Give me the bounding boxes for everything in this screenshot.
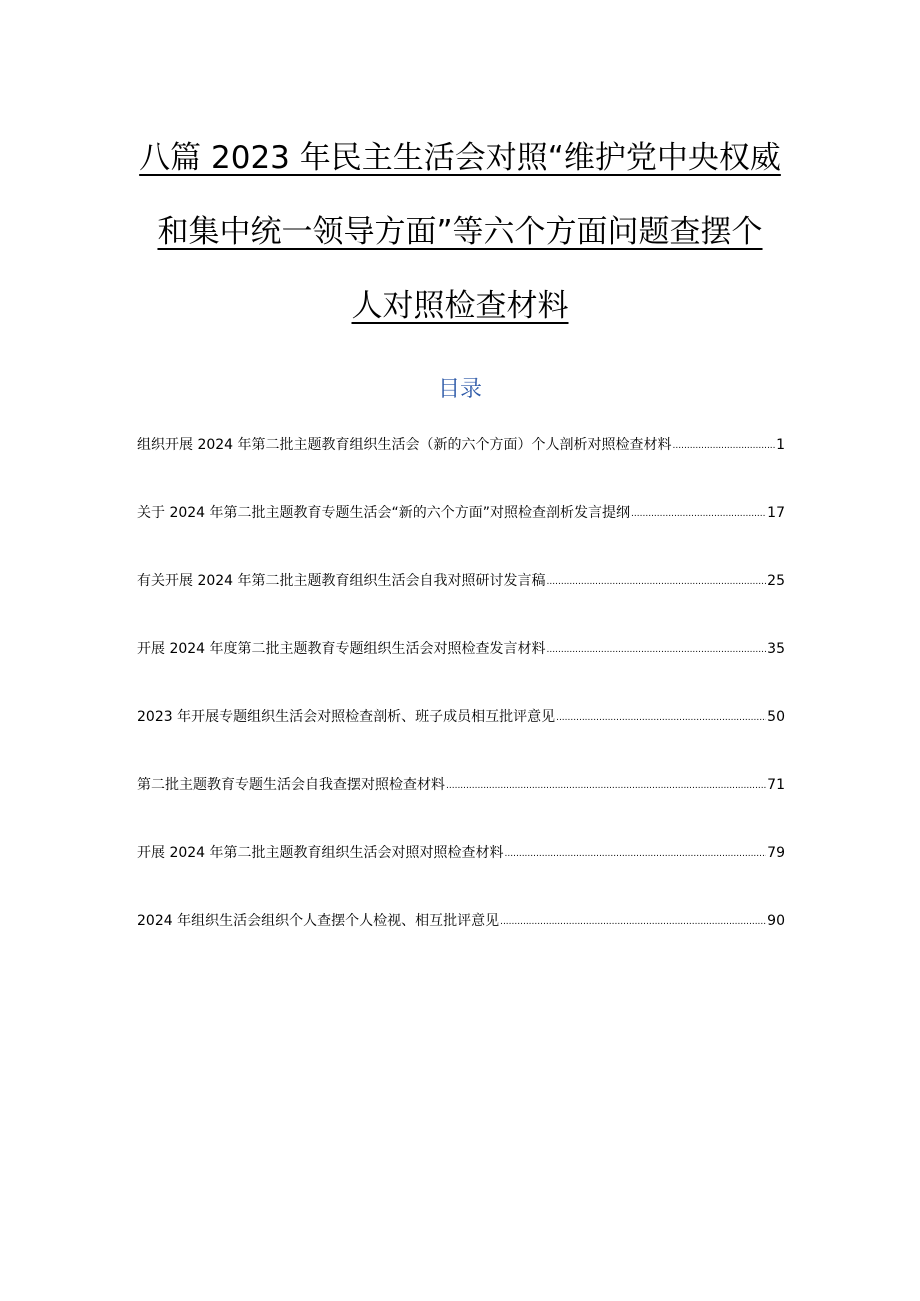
toc-heading: 目录 [437,377,482,402]
toc-entry-page[interactable]: 50 [767,709,785,725]
toc-leader-dots [631,499,766,529]
toc-entry[interactable] [137,770,785,838]
toc-entry-title[interactable]: 组织开展 2024 年第二批主题教育组织生活会（新的六个方面）个人剖析对照检查材料 [137,437,672,453]
toc-entry-page[interactable]: 79 [767,845,785,861]
toc-leader-dots [505,839,767,869]
toc-entry-title[interactable]: 开展 2024 年度第二批主题教育专题组织生活会对照检查发言材料 [137,641,546,657]
toc-entry[interactable] [137,906,785,974]
toc-entry-page[interactable]: 25 [767,573,785,589]
toc-leader-dots [446,771,766,801]
toc-leader-dots [547,567,767,597]
toc-leader-dots [556,703,766,733]
toc-entry[interactable] [137,430,785,498]
toc-leader-dots [547,635,767,665]
toc-entry-title[interactable]: 开展 2024 年第二批主题教育组织生活会对照对照检查材料 [137,845,504,861]
toc-leader-dots [673,431,776,461]
toc-entry[interactable] [137,634,785,702]
toc-entry-title[interactable]: 第二批主题教育专题生活会自我查摆对照检查材料 [137,777,445,793]
toc-entry-title[interactable]: 2024 年组织生活会组织个人查摆个人检视、相互批评意见 [137,913,500,929]
toc-entry-title[interactable]: 2023 年开展专题组织生活会对照检查剖析、班子成员相互批评意见 [137,709,556,725]
toc-leader-dots [500,907,766,937]
toc-entry-title[interactable]: 有关开展 2024 年第二批主题教育组织生活会自我对照研讨发言稿 [137,573,546,589]
toc-entry-page[interactable]: 1 [776,437,785,453]
toc-entry[interactable] [137,566,785,634]
toc-entry-page[interactable]: 17 [767,505,785,521]
toc-entry-page[interactable]: 71 [767,777,785,793]
toc-entry[interactable] [137,702,785,770]
table-of-contents [137,430,785,974]
title-line-1: 八篇 2023 年民主生活会对照“维护党中央权威 [139,140,781,176]
title-line-3: 人对照检查材料 [351,288,569,324]
toc-entry[interactable] [137,498,785,566]
toc-entry[interactable] [137,838,785,906]
document-title [0,128,920,350]
toc-entry-page[interactable]: 35 [767,641,785,657]
title-line-2: 和集中统一领导方面”等六个方面问题查摆个 [157,214,763,250]
toc-entry-page[interactable]: 90 [767,913,785,929]
toc-entry-title[interactable]: 关于 2024 年第二批主题教育专题生活会“新的六个方面”对照检查剖析发言提纲 [137,505,631,521]
